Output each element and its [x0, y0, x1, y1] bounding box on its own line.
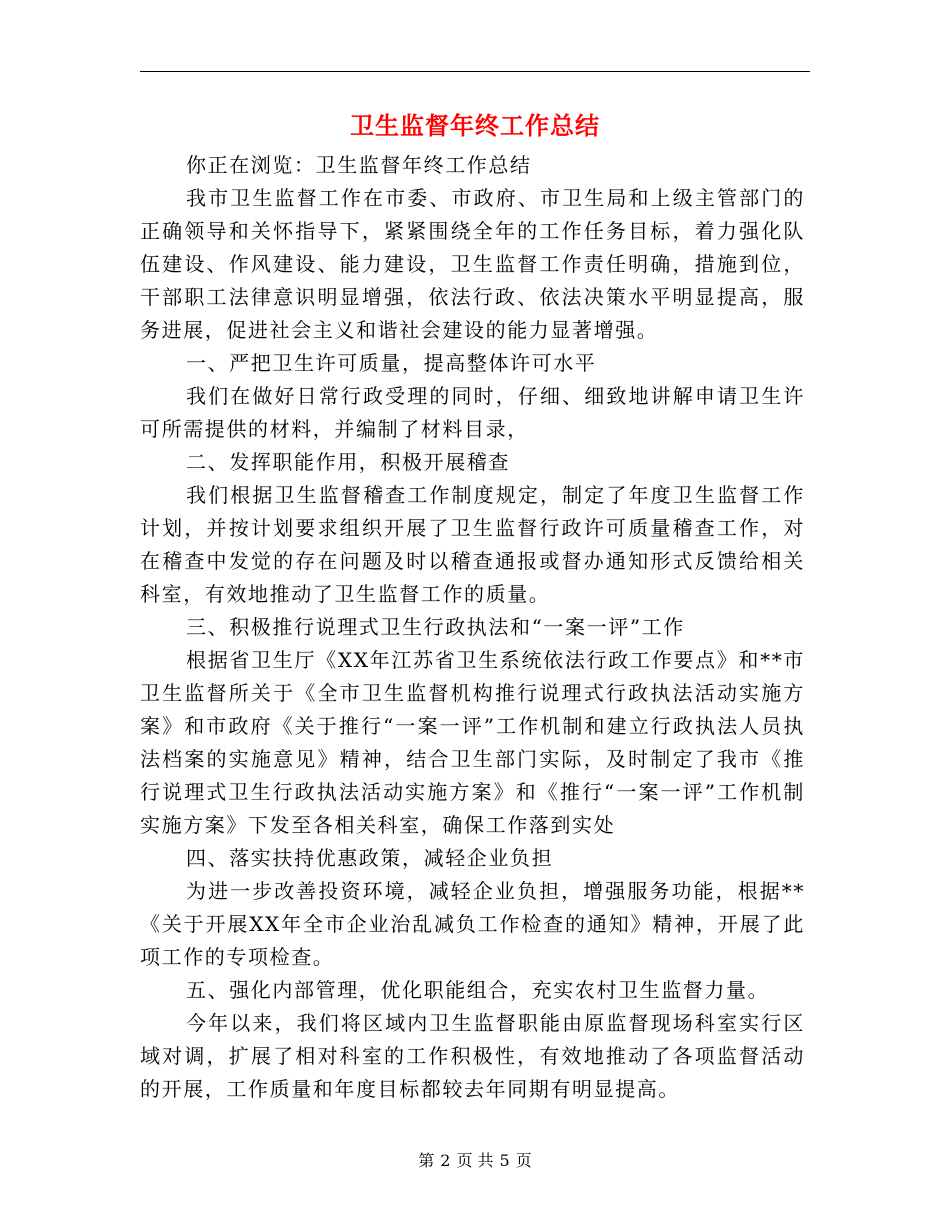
section-heading-3: 三、积极推行说理式卫生行政执法和“一案一评”工作	[186, 615, 685, 639]
paragraph-section-2: 我们根据卫生监督稽查工作制度规定，制定了年度卫生监督工作计划，并按计划要求组织开展了卫生监督行政许可质量稽查工作，对在稽查中发觉的存在问题及时以稽查通报或督办通知形式反馈给相关科室，有效地推动了卫生监督工作的质量。	[140, 483, 805, 606]
page-label-prefix: 第	[418, 1151, 435, 1170]
page-label-suffix: 页	[515, 1151, 532, 1170]
page-footer	[0, 1150, 950, 1172]
paragraph-section-1: 我们在做好日常行政受理的同时，仔细、细致地讲解申请卫生许可所需提供的材料，并编制了材料目录，	[140, 384, 805, 441]
page-label-mid: 页 共	[456, 1151, 494, 1170]
section-heading-2: 二、发挥职能作用，积极开展稽查	[186, 450, 510, 474]
document-body	[140, 149, 805, 1106]
paragraph-browsing-note: 你正在浏览：卫生监督年终工作总结	[186, 153, 532, 177]
paragraph-section-5: 今年以来，我们将区域内卫生监督职能由原监督现场科室实行区域对调，扩展了相对科室的工作积极性，有效地推动了各项监督活动的开展，工作质量和年度目标都较去年同期有明显提高。	[140, 1011, 805, 1101]
paragraph-section-3: 根据省卫生厅《XX年江苏省卫生系统依法行政工作要点》和**市卫生监督所关于《全市卫生监督机构推行说理式行政执法活动实施方案》和市政府《关于推行“一案一评”工作机制和建立行政执法人员执法档案的实施意见》精神，结合卫生部门实际，及时制定了我市《推行说理式卫生行政执法活动实施方案》和《推行“一案一评”工作机制实施方案》下发至各相关科室，确保工作落到实处	[140, 648, 805, 837]
document-title: 卫生监督年终工作总结	[350, 111, 600, 140]
section-heading-5: 五、强化内部管理，优化职能组合，充实农村卫生监督力量。	[186, 978, 770, 1002]
paragraph-section-4: 为进一步改善投资环境，减轻企业负担，增强服务功能，根据**《关于开展XX年全市企业治乱减负工作检查的通知》精神，开展了此项工作的专项检查。	[140, 879, 805, 969]
paragraph-intro: 我市卫生监督工作在市委、市政府、市卫生局和上级主管部门的正确领导和关怀指导下，紧紧围绕全年的工作任务目标，着力强化队伍建设、作风建设、能力建设，卫生监督工作责任明确，措施到位，干部职工法律意识明显增强，依法行政、依法决策水平明显提高，服务进展，促进社会主义和谐社会建设的能力显著增强。	[140, 186, 805, 342]
page-current: 2	[440, 1151, 451, 1170]
page-total: 5	[499, 1151, 510, 1170]
header-rule	[140, 71, 810, 72]
section-heading-1: 一、严把卫生许可质量，提高整体许可水平	[186, 351, 597, 375]
section-heading-4: 四、落实扶持优惠政策，减轻企业负担	[186, 846, 554, 870]
